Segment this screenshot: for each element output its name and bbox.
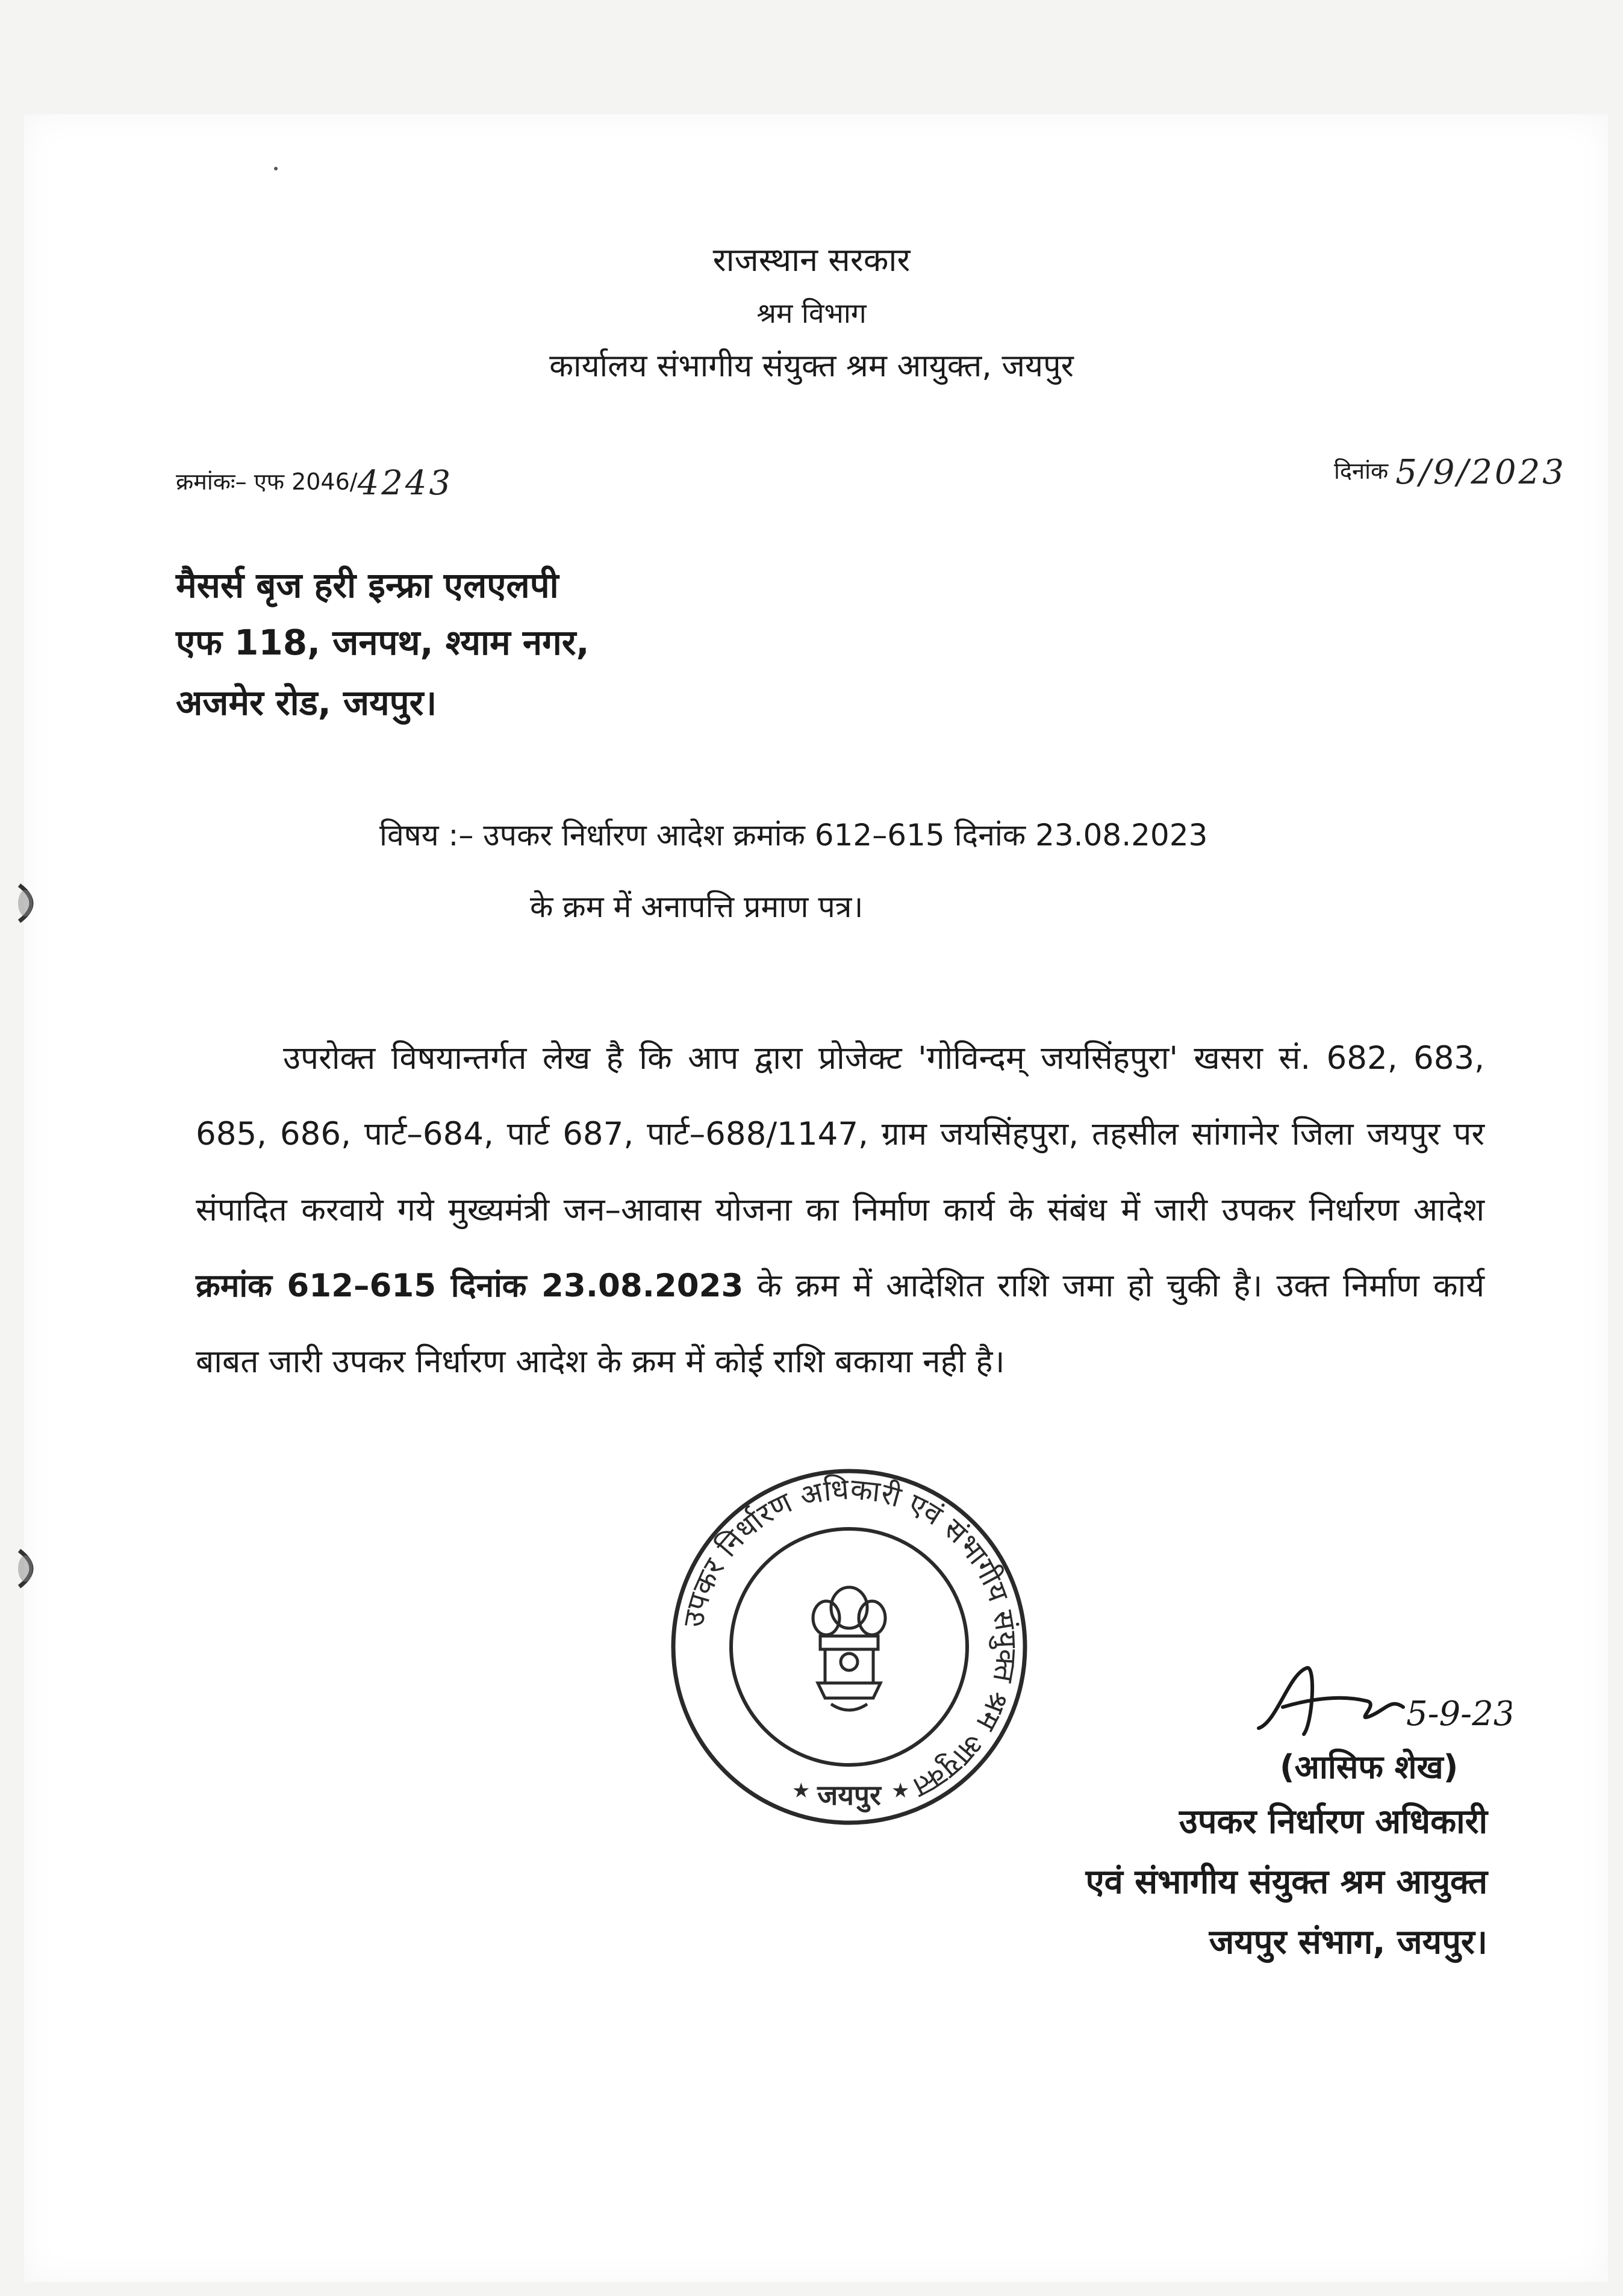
body-order-reference: क्रमांक 612–615 दिनांक 23.08.2023 — [196, 1268, 744, 1304]
department-heading: श्रम विभाग — [756, 297, 867, 329]
scan-speck — [274, 167, 278, 170]
svg-text:★: ★ — [792, 1779, 811, 1803]
reference-handwritten-number: 4243 — [357, 464, 453, 503]
letter-date — [1334, 453, 1566, 492]
body-text-part-2: के क्रम में आदेशित राशि जमा हो चुकी है। उक्त निर्माण कार्य बाबत जारी उपकर निर्धारण आदेश के क्रम में कोई राशि बकाया नही है। — [196, 1268, 1485, 1380]
reference-number — [176, 464, 453, 503]
signature-date: 5-9-23 — [1406, 1694, 1512, 1734]
signatory-designation-1: उपकर निर्धारण अधिकारी — [1179, 1802, 1487, 1841]
punch-hole-top — [13, 879, 49, 927]
office-heading: कार्यालय संभागीय संयुक्त श्रम आयुक्त, जयपुर — [549, 348, 1074, 384]
body-paragraph — [196, 1021, 1484, 1400]
date-handwritten: 5/9/2023 — [1395, 453, 1566, 492]
official-seal — [662, 1460, 1036, 1834]
subject-line-1: विषय :– उपकर निर्धारण आदेश क्रमांक 612–615 दिनांक 23.08.2023 — [379, 818, 1208, 853]
seal-outer-text: उपकर निर्धारण अधिकारी एवं संभागीय संयुक्त श्रम आयुक्त — [676, 1472, 1024, 1805]
seal-city: जयपुर — [817, 1779, 881, 1811]
signatory-designation-2: एवं संभागीय संयुक्त श्रम आयुक्त — [1085, 1862, 1487, 1902]
signatory-designation-3: जयपुर संभाग, जयपुर। — [1209, 1923, 1487, 1962]
date-label: दिनांक — [1334, 458, 1389, 484]
handwritten-signature — [1241, 1650, 1512, 1758]
punch-hole-bottom — [13, 1545, 49, 1593]
svg-text:★: ★ — [891, 1779, 910, 1803]
addressee-line-2: एफ 118, जनपथ, श्याम नगर, — [176, 622, 590, 663]
signatory-name: (आसिफ शेख) — [1280, 1748, 1459, 1786]
body-text-part-1: उपरोक्त विषयान्तर्गत लेख है कि आप द्वारा प्रोजेक्ट 'गोविन्दम् जयसिंहपुरा' खसरा सं. 682, 683, 685, 686, पार्ट–684, पार्ट 687, पार्ट–688/1147, ग्राम जयसिंहपुरा, तहसील सांगानेर जिला जयपुर पर संपादित करवाये गये मुख्यमंत्री जन–आवास योजना का निर्माण कार्य के संबंध में जारी उपकर निर्धारण आदेश — [196, 1040, 1484, 1228]
addressee-line-3: अजमेर रोड, जयपुर। — [176, 682, 437, 723]
addressee-line-1: मैसर्स बृज हरी इन्फ्रा एलएलपी — [176, 565, 559, 606]
emblem-icon — [813, 1587, 885, 1710]
government-heading: राजस्थान सरकार — [712, 241, 911, 279]
subject-line-2: के क्रम में अनापत्ति प्रमाण पत्र। — [530, 889, 864, 924]
reference-label: क्रमांकः– एफ 2046/ — [176, 468, 358, 495]
